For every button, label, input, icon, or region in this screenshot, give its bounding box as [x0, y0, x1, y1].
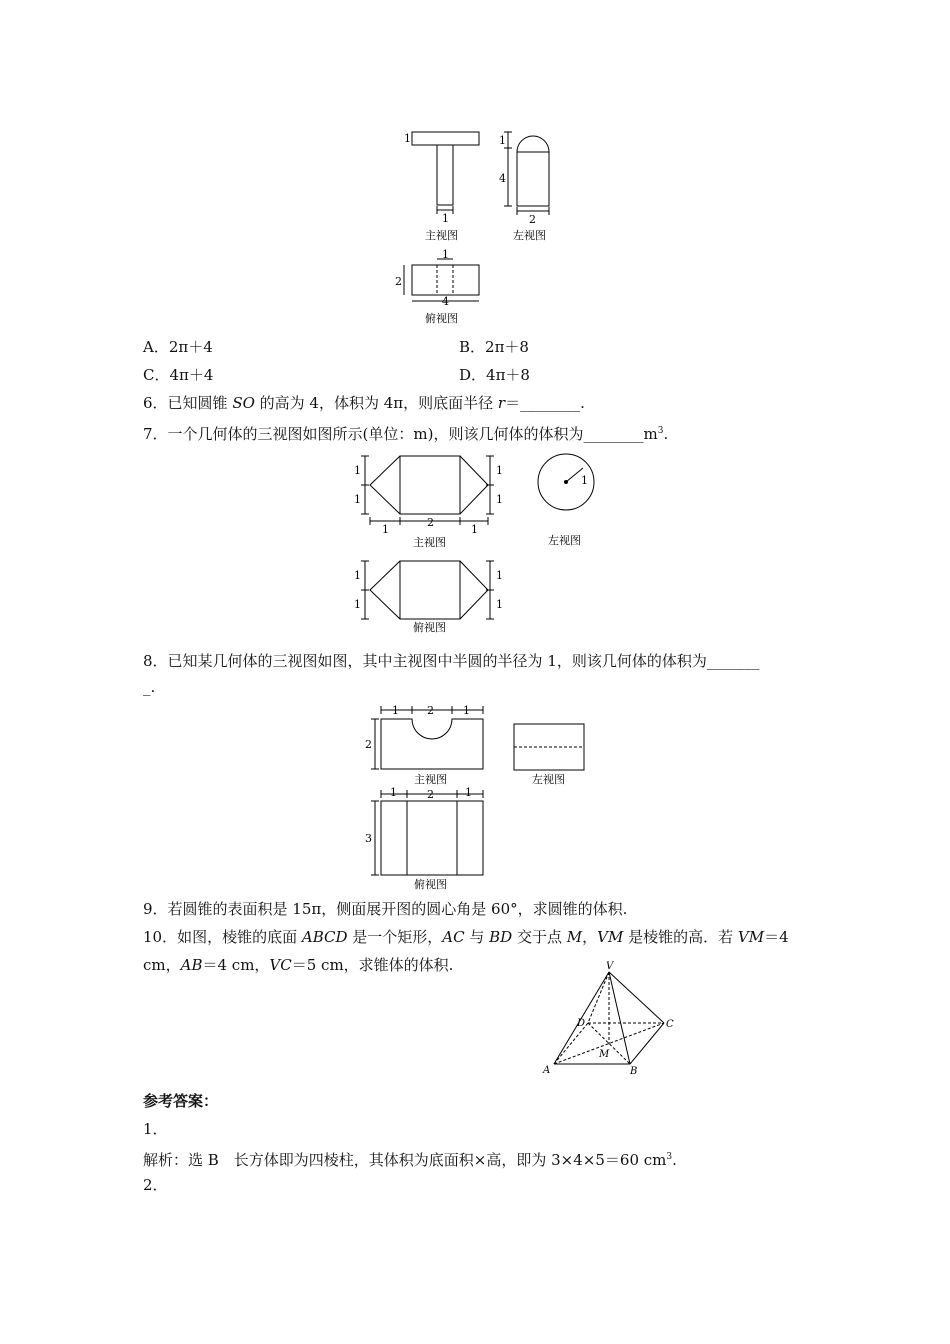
q7-dim-left: 1 [382, 523, 389, 536]
q7-dim-2: 1 [354, 493, 361, 506]
q7-top-dim-3: 1 [496, 569, 503, 582]
q7-top-dim-2: 1 [354, 598, 361, 611]
q7-top-dim-4: 1 [496, 598, 503, 611]
q7-dim-mid: 2 [427, 516, 434, 529]
q8-label-front: 主视图 [414, 773, 447, 786]
question-10-line-2: cm，AB＝4 cm，VC＝5 cm，求锥体的体积. [143, 956, 454, 974]
q10-label-a: A [543, 1065, 551, 1076]
q7-label-top: 俯视图 [413, 621, 446, 634]
question-7: 7．一个几何体的三视图如图所示(单位：m)，则该几何体的体积为$\_\_\_\_\_\_\_\_m^3$. [143, 425, 669, 443]
q5-dim-top-thick: 1 [404, 132, 411, 145]
q8-top-dim-3: 1 [465, 786, 472, 799]
q10-label-v: V [606, 961, 614, 972]
q8-top-height: 3 [365, 832, 372, 845]
q10-label-d: D [577, 1018, 586, 1029]
q5-dim-stem-width: 1 [442, 212, 449, 225]
q7-dim-right: 1 [471, 523, 478, 536]
q5-dim-left-height: 4 [499, 172, 506, 185]
q5-dim-top-height: 2 [395, 275, 402, 288]
q8-three-view-figure [362, 700, 592, 892]
q10-label-m: M [599, 1049, 610, 1060]
q5-label-top: 俯视图 [425, 312, 458, 325]
q7-label-left: 左视图 [548, 534, 581, 547]
q5-option-d: D．4π＋8 [459, 366, 530, 384]
question-6: 6．已知圆锥 SO 的高为 4，体积为 4π，则底面半径 r＝________. [143, 394, 585, 412]
answer-1-number: 1． [143, 1120, 168, 1138]
answer-2-number: 2． [143, 1176, 168, 1194]
answer-1-text: 解析：选 B 长方体即为四棱柱，其体积为底面积×高，即为 3×4×5＝60 $cm^3$. [143, 1151, 677, 1169]
q10-label-b: B [630, 1066, 638, 1077]
q8-front-height: 2 [365, 738, 372, 751]
q5-label-left: 左视图 [513, 229, 546, 242]
q7-dim-3: 1 [496, 464, 503, 477]
q7-dim-4: 1 [496, 493, 503, 506]
q7-three-view-figure [345, 446, 605, 636]
q5-dim-semicircle: 1 [499, 134, 506, 147]
q7-label-front: 主视图 [413, 536, 446, 549]
q5-option-c: C．4π＋4 [143, 366, 214, 384]
question-8-line-2: _. [143, 678, 156, 696]
q5-option-a: A．2π＋4 [143, 338, 213, 356]
q10-pyramid-figure [538, 960, 678, 1078]
q10-label-c: C [666, 1019, 674, 1030]
q5-dim-top-width: 4 [442, 295, 449, 308]
q5-label-front: 主视图 [425, 229, 458, 242]
q7-dim-1: 1 [354, 464, 361, 477]
answers-heading: 参考答案： [143, 1092, 219, 1110]
q8-label-left: 左视图 [532, 773, 565, 786]
question-10-line-1: 10．如图，棱锥的底面 ABCD 是一个矩形，AC 与 BD 交于点 M，VM 是棱锥的高．若 VM＝4 [143, 928, 789, 946]
q8-top-dim-1: 1 [390, 786, 397, 799]
q8-front-dim-1: 1 [392, 704, 399, 717]
q5-option-b: B．2π＋8 [459, 338, 529, 356]
q5-three-view-figure [395, 122, 565, 332]
q8-top-dim-2: 2 [427, 788, 434, 801]
q7-dim-radius: 1 [581, 474, 588, 487]
question-9: 9．若圆锥的表面积是 15π，侧面展开图的圆心角是 60°，求圆锥的体积. [143, 900, 628, 918]
q5-dim-top-inner: 1 [442, 248, 449, 261]
q7-top-dim-1: 1 [354, 569, 361, 582]
question-8-line-1: 8．已知某几何体的三视图如图，其中主视图中半圆的半径为 1，则该几何体的体积为_______ [143, 652, 760, 670]
q5-dim-left-width: 2 [529, 213, 536, 226]
q8-front-dim-2: 2 [427, 704, 434, 717]
q8-label-top: 俯视图 [414, 878, 447, 891]
q8-front-dim-3: 1 [463, 704, 470, 717]
